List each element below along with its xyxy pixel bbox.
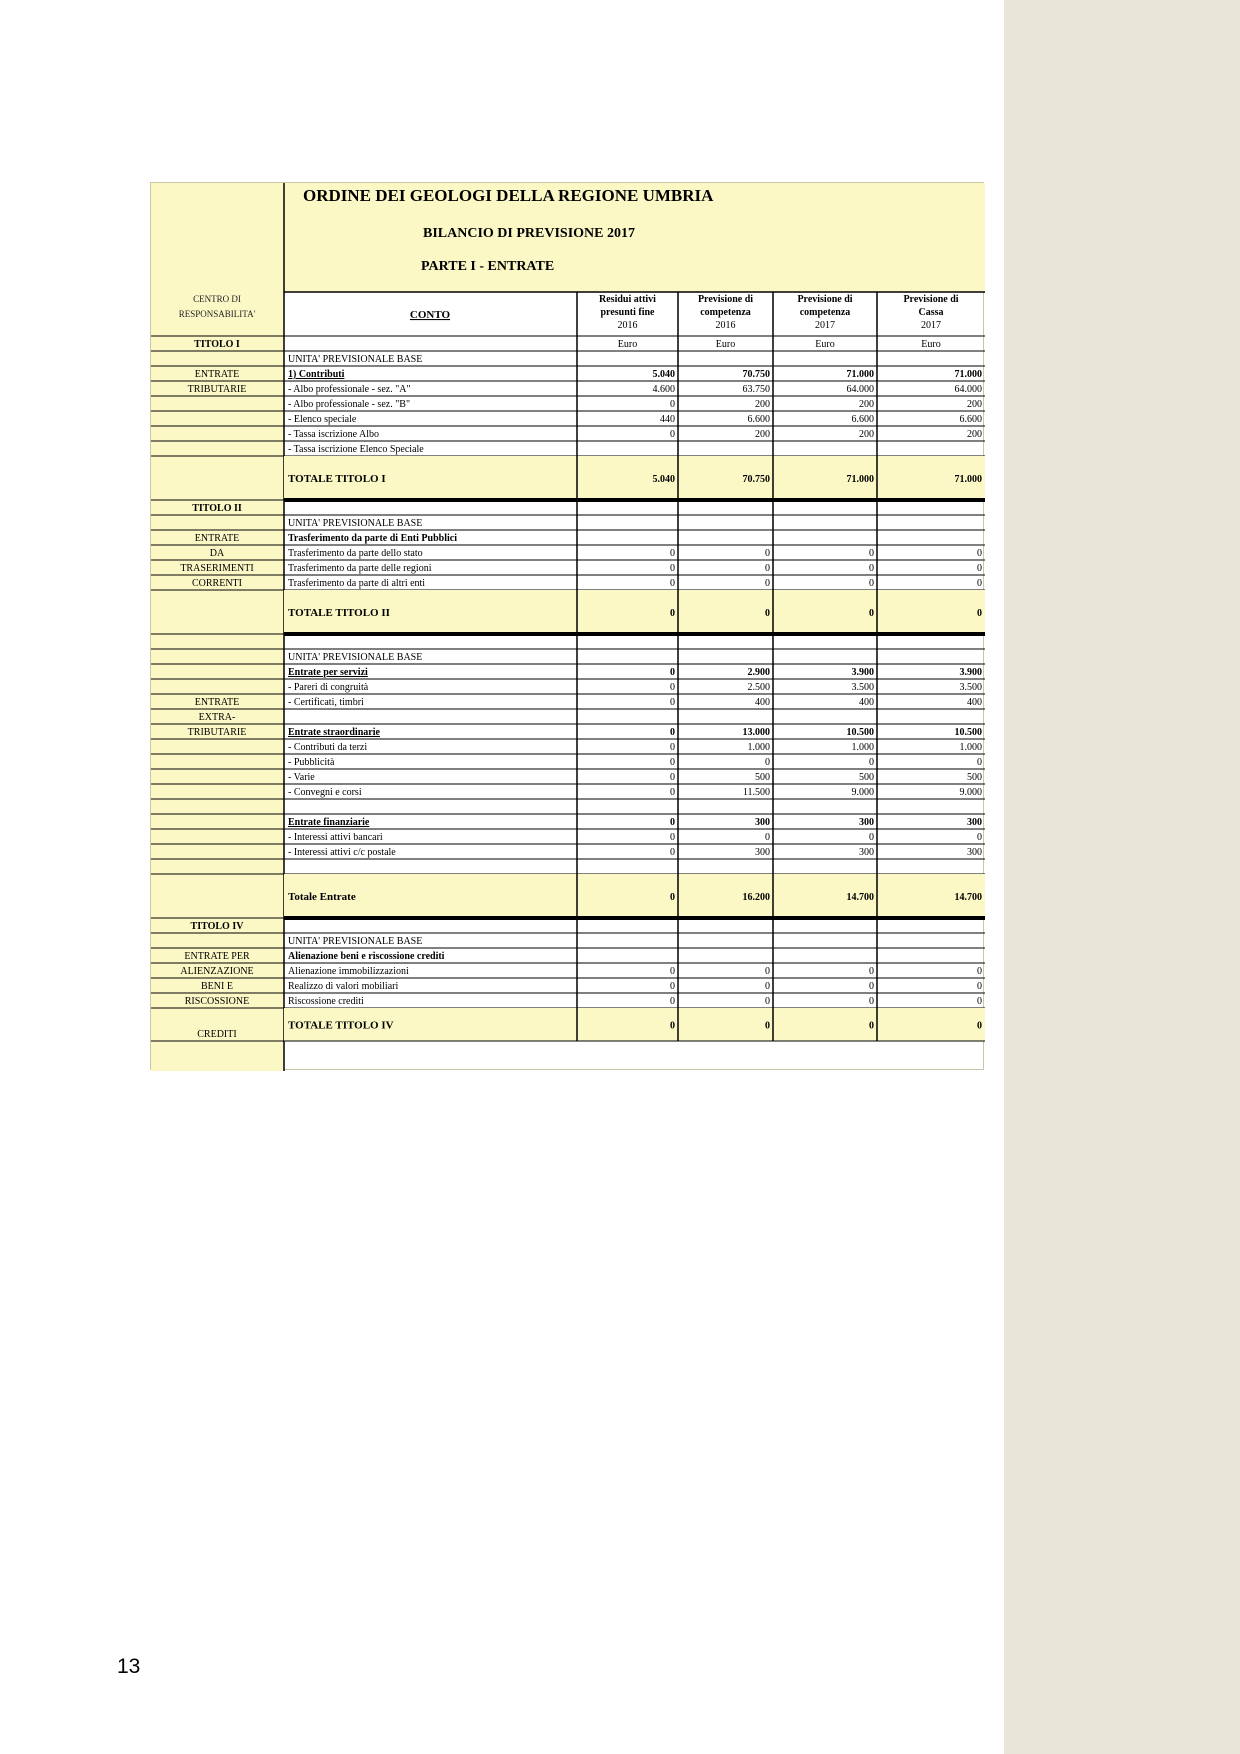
row-value: 300: [967, 817, 982, 828]
row-value: 6.600: [747, 414, 770, 425]
col-header-value: 2017: [921, 320, 941, 331]
row-conto: Alienazione beni e riscossione crediti: [288, 951, 445, 962]
row-value: 0: [670, 847, 675, 858]
row-value: 0: [670, 742, 675, 753]
row-label-left: DA: [209, 548, 225, 559]
row-conto: Alienazione immobilizzazioni: [288, 966, 409, 977]
row-label-left: ENTRATE: [194, 697, 240, 708]
col-header-value: 2017: [815, 320, 835, 331]
row-value: 0: [869, 757, 874, 768]
row-conto: Trasferimento da parte di Enti Pubblici: [288, 533, 457, 544]
col-header-value: Cassa: [918, 307, 944, 318]
row-value: 3.900: [959, 667, 982, 678]
row-value: 400: [967, 697, 982, 708]
row-value: 70.750: [742, 369, 770, 380]
row-value: 0: [977, 996, 982, 1007]
row-value: 1.000: [959, 742, 982, 753]
row-conto: UNITA' PREVISIONALE BASE: [288, 518, 423, 529]
row-value: 0: [670, 399, 675, 410]
col-header-value: Residui attivi: [599, 294, 656, 305]
row-value: 300: [859, 847, 874, 858]
budget-table: [150, 182, 984, 1070]
row-conto: - Albo professionale - sez. "B": [288, 399, 411, 410]
row-value: 9.000: [851, 787, 874, 798]
row-value: 0: [670, 787, 675, 798]
row-value: 14.700: [846, 892, 874, 903]
row-value: 64.000: [846, 384, 874, 395]
row-value: 14.700: [954, 892, 982, 903]
row-value: 4.600: [652, 384, 675, 395]
row-conto: TOTALE TITOLO IV: [288, 1019, 394, 1032]
budget-title: BILANCIO DI PREVISIONE 2017: [423, 226, 635, 241]
row-value: Euro: [815, 339, 835, 350]
row-label-left: TITOLO I: [194, 339, 240, 350]
org-title: ORDINE DEI GEOLOGI DELLA REGIONE UMBRIA: [303, 186, 714, 205]
row-value: 16.200: [742, 892, 770, 903]
row-value: 64.000: [954, 384, 982, 395]
row-value: 0: [670, 727, 675, 738]
row-value: 71.000: [954, 369, 982, 380]
row-value: 200: [755, 399, 770, 410]
row-label-left: TITOLO IV: [190, 921, 244, 932]
row-value: 71.000: [954, 474, 982, 485]
col-header-conto: CONTO: [409, 309, 451, 321]
row-conto: - Elenco speciale: [288, 414, 357, 425]
row-conto: UNITA' PREVISIONALE BASE: [288, 354, 423, 365]
row-value: 0: [670, 608, 675, 619]
col-header-value: Previsione di: [903, 294, 959, 305]
row-conto: UNITA' PREVISIONALE BASE: [288, 936, 423, 947]
row-value: 0: [670, 697, 675, 708]
row-conto: TOTALE TITOLO II: [288, 607, 390, 619]
col-header-value: Previsione di: [797, 294, 853, 305]
row-value: 0: [670, 563, 675, 574]
row-label-left: ENTRATE PER: [184, 951, 250, 962]
row-value: 0: [670, 981, 675, 992]
side-band: [1004, 0, 1240, 1754]
row-value: 3.500: [851, 682, 874, 693]
row-value: 0: [869, 608, 874, 619]
row-value: 5.040: [652, 474, 675, 485]
row-label-left: TRIBUTARIE: [187, 727, 247, 738]
row-label-left: TRASERIMENTI: [180, 563, 254, 574]
row-value: 11.500: [742, 787, 770, 798]
row-value: Euro: [617, 339, 638, 350]
row-value: 0: [670, 682, 675, 693]
col-header-value: competenza: [700, 307, 751, 318]
row-conto: - Tassa iscrizione Elenco Speciale: [288, 444, 424, 455]
row-value: 0: [670, 832, 675, 843]
row-value: 5.040: [652, 369, 675, 380]
row-value: 13.000: [742, 727, 770, 738]
row-value: 0: [977, 832, 982, 843]
total-row-bg: [284, 456, 985, 500]
row-value: 0: [765, 832, 770, 843]
row-value: 2.500: [747, 682, 770, 693]
row-label-left: TRIBUTARIE: [187, 384, 247, 395]
row-value: 9.000: [959, 787, 982, 798]
row-value: 0: [869, 996, 874, 1007]
row-value: 70.750: [742, 474, 770, 485]
row-value: 0: [765, 1020, 770, 1032]
row-conto: - Varie: [288, 772, 315, 783]
row-label-left: CREDITI: [197, 1029, 237, 1040]
row-value: 0: [869, 1020, 874, 1032]
row-value: 0: [869, 981, 874, 992]
row-conto: Entrate straordinarie: [288, 727, 380, 738]
row-value: 0: [977, 966, 982, 977]
row-conto: - Albo professionale - sez. "A": [288, 384, 411, 395]
row-value: 0: [765, 996, 770, 1007]
row-value: 400: [859, 697, 874, 708]
row-value: 0: [765, 548, 770, 559]
row-value: 0: [977, 1020, 982, 1032]
row-value: 300: [967, 847, 982, 858]
row-value: 10.500: [846, 727, 874, 738]
row-value: 0: [977, 608, 982, 619]
row-value: 0: [869, 548, 874, 559]
row-conto: Trasferimento da parte delle regioni: [288, 563, 432, 574]
row-value: 0: [670, 667, 675, 678]
row-value: Euro: [921, 339, 941, 350]
row-value: 0: [765, 981, 770, 992]
part-title: PARTE I - ENTRATE: [421, 259, 555, 274]
row-conto: UNITA' PREVISIONALE BASE: [288, 652, 423, 663]
row-conto: 1) Contributi: [288, 369, 345, 380]
row-value: 500: [967, 772, 982, 783]
row-value: 0: [765, 563, 770, 574]
row-value: Euro: [715, 339, 736, 350]
row-conto: - Pubblicità: [288, 757, 335, 768]
row-value: 6.600: [851, 414, 874, 425]
row-label-left: RISCOSSIONE: [184, 996, 250, 1007]
row-conto: - Pareri di congruità: [288, 682, 369, 693]
budget-table-svg: [151, 183, 985, 1071]
row-value: 71.000: [846, 474, 874, 485]
row-label-left: TITOLO II: [192, 503, 242, 514]
row-label-left: CORRENTI: [192, 578, 242, 589]
row-value: 1.000: [851, 742, 874, 753]
row-value: 0: [977, 757, 982, 768]
row-value: 0: [765, 966, 770, 977]
row-value: 0: [869, 578, 874, 589]
row-value: 3.500: [959, 682, 982, 693]
row-value: 0: [869, 832, 874, 843]
row-value: 0: [977, 981, 982, 992]
col-header-centro: CENTRO DI: [193, 294, 241, 304]
row-value: 10.500: [954, 727, 982, 738]
row-value: 2.900: [747, 667, 770, 678]
row-label-left: ALIENZAZIONE: [180, 966, 254, 977]
row-label-left: ENTRATE: [194, 533, 240, 544]
row-value: 0: [977, 563, 982, 574]
row-conto: - Interessi attivi c/c postale: [288, 847, 396, 858]
row-value: 1.000: [747, 742, 770, 753]
row-value: 300: [755, 817, 770, 828]
row-value: 440: [660, 414, 675, 425]
row-value: 6.600: [959, 414, 982, 425]
row-value: 0: [670, 772, 675, 783]
row-label-left: BENI E: [201, 981, 233, 992]
row-conto: - Convegni e corsi: [288, 787, 362, 798]
row-value: 0: [765, 578, 770, 589]
row-value: 0: [670, 1020, 675, 1032]
col-header-value: 2016: [715, 320, 736, 331]
row-value: 200: [859, 399, 874, 410]
row-conto: Entrate finanziarie: [288, 817, 370, 828]
row-value: 200: [967, 399, 982, 410]
row-value: 3.900: [851, 667, 874, 678]
row-value: 0: [869, 563, 874, 574]
row-value: 300: [755, 847, 770, 858]
row-value: 200: [859, 429, 874, 440]
row-value: 0: [977, 578, 982, 589]
row-value: 200: [755, 429, 770, 440]
row-value: 400: [755, 697, 770, 708]
row-value: 0: [670, 578, 675, 589]
row-value: 0: [670, 817, 675, 828]
row-value: 500: [755, 772, 770, 783]
row-conto: - Certificati, timbri: [288, 697, 364, 708]
col-header-value: 2016: [617, 320, 638, 331]
col-header-value: Previsione di: [697, 294, 754, 305]
row-label-left: EXTRA-: [198, 712, 236, 723]
row-conto: Entrate per servizi: [288, 667, 368, 678]
row-value: 0: [670, 548, 675, 559]
row-conto: - Tassa iscrizione Albo: [288, 429, 380, 440]
row-conto: Totale Entrate: [288, 891, 356, 903]
row-conto: Trasferimento da parte dello stato: [288, 548, 423, 559]
row-value: 63.750: [742, 384, 770, 395]
row-value: 200: [967, 429, 982, 440]
row-conto: Trasferimento da parte di altri enti: [288, 578, 426, 589]
row-value: 0: [977, 548, 982, 559]
row-conto: Riscossione crediti: [288, 996, 364, 1007]
page-number: 13: [117, 1655, 141, 1678]
row-value: 0: [670, 757, 675, 768]
row-value: 0: [765, 757, 770, 768]
row-value: 0: [670, 996, 675, 1007]
row-value: 300: [859, 817, 874, 828]
row-value: 0: [670, 966, 675, 977]
row-value: 0: [765, 608, 770, 619]
row-value: 0: [670, 892, 675, 903]
col-header-centro-2: RESPONSABILITA': [178, 309, 256, 319]
row-conto: - Contributi da terzi: [288, 742, 368, 753]
total-row-bg: [284, 874, 985, 918]
col-header-value: presunti fine: [600, 307, 655, 318]
row-conto: TOTALE TITOLO I: [288, 473, 386, 485]
row-conto: Realizzo di valori mobiliari: [288, 981, 399, 992]
col-header-value: competenza: [799, 307, 851, 318]
row-value: 71.000: [846, 369, 874, 380]
row-value: 0: [869, 966, 874, 977]
row-value: 500: [859, 772, 874, 783]
row-conto: - Interessi attivi bancari: [288, 832, 383, 843]
row-value: 0: [670, 429, 675, 440]
row-label-left: ENTRATE: [194, 369, 240, 380]
